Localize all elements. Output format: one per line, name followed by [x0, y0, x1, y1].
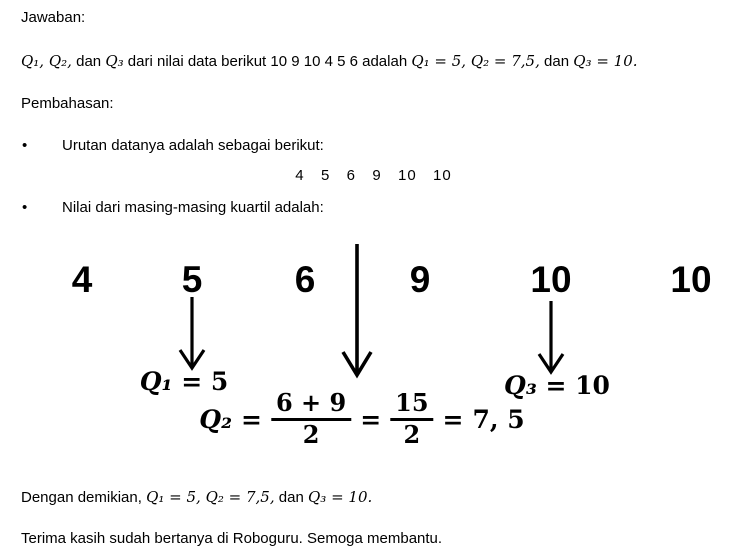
data-value: 10 — [670, 259, 712, 300]
bullet-label: Urutan datanya adalah sebagai berikut: — [62, 137, 324, 154]
equals-sign: = — [442, 404, 464, 434]
plain-text: dan — [274, 489, 308, 506]
plain-text: dan — [539, 53, 574, 70]
q2-arrow-down-icon — [335, 243, 379, 379]
inline-math: Q₁ = 5, Q₂ = 7,5, — [411, 52, 540, 70]
inline-math: Q₃ = 10. — [573, 52, 638, 70]
q1-value: = 5 — [172, 367, 229, 396]
plain-text: Dengan demikian, — [21, 489, 147, 506]
inline-math: Q₁, Q₂, — [21, 52, 72, 70]
answer-heading: Jawaban: — [21, 9, 86, 26]
fraction-numerator: 6 + 9 — [275, 388, 347, 417]
data-value: 9 — [409, 259, 431, 300]
sorted-data-row: 4 5 6 9 10 10 — [295, 167, 452, 184]
plain-text: dari nilai data berikut 10 9 10 4 5 6 adalah — [123, 53, 412, 70]
equals-sign: = — [360, 404, 382, 434]
data-value: 10 — [530, 259, 572, 300]
quartile-diagram — [0, 235, 747, 465]
bullet-icon: • — [22, 199, 28, 216]
q2-result: 7, 5 — [472, 404, 525, 434]
conclusion-paragraph — [21, 487, 372, 508]
data-value: 4 — [71, 259, 93, 300]
data-value: 5 — [181, 259, 203, 300]
q3-value: = 10 — [536, 371, 610, 400]
q2-equation — [199, 390, 524, 448]
fraction-numerator: 15 — [395, 388, 429, 417]
equals-sign: = — [241, 404, 262, 434]
bullet-item-sorted-data — [0, 136, 747, 156]
bullet-label: Nilai dari masing-masing kuartil adalah: — [62, 199, 324, 216]
bullet-item-quartiles — [0, 198, 747, 218]
bullet-icon: • — [22, 137, 28, 154]
fraction — [390, 390, 433, 448]
inline-math: Q₃ = 10. — [308, 488, 373, 506]
q3-arrow-down-icon — [533, 300, 569, 376]
fraction-denominator: 2 — [271, 418, 351, 448]
answer-paragraph — [21, 51, 638, 72]
inline-math: Q₁ = 5, Q₂ = 7,5, — [146, 488, 275, 506]
q1-symbol: Q₁ — [139, 367, 173, 396]
fraction-denominator: 2 — [390, 418, 433, 448]
plain-text: dan — [71, 53, 106, 70]
closing-paragraph: Terima kasih sudah bertanya di Roboguru. Semoga membantu. — [21, 530, 443, 547]
q3-symbol: Q₃ — [504, 371, 537, 400]
q2-symbol: Q₂ — [199, 404, 233, 434]
fraction — [271, 390, 351, 448]
q1-arrow-down-icon — [174, 296, 210, 372]
discussion-heading: Pembahasan: — [21, 95, 114, 112]
inline-math: Q₃ — [105, 52, 124, 70]
data-value: 6 — [294, 259, 316, 300]
